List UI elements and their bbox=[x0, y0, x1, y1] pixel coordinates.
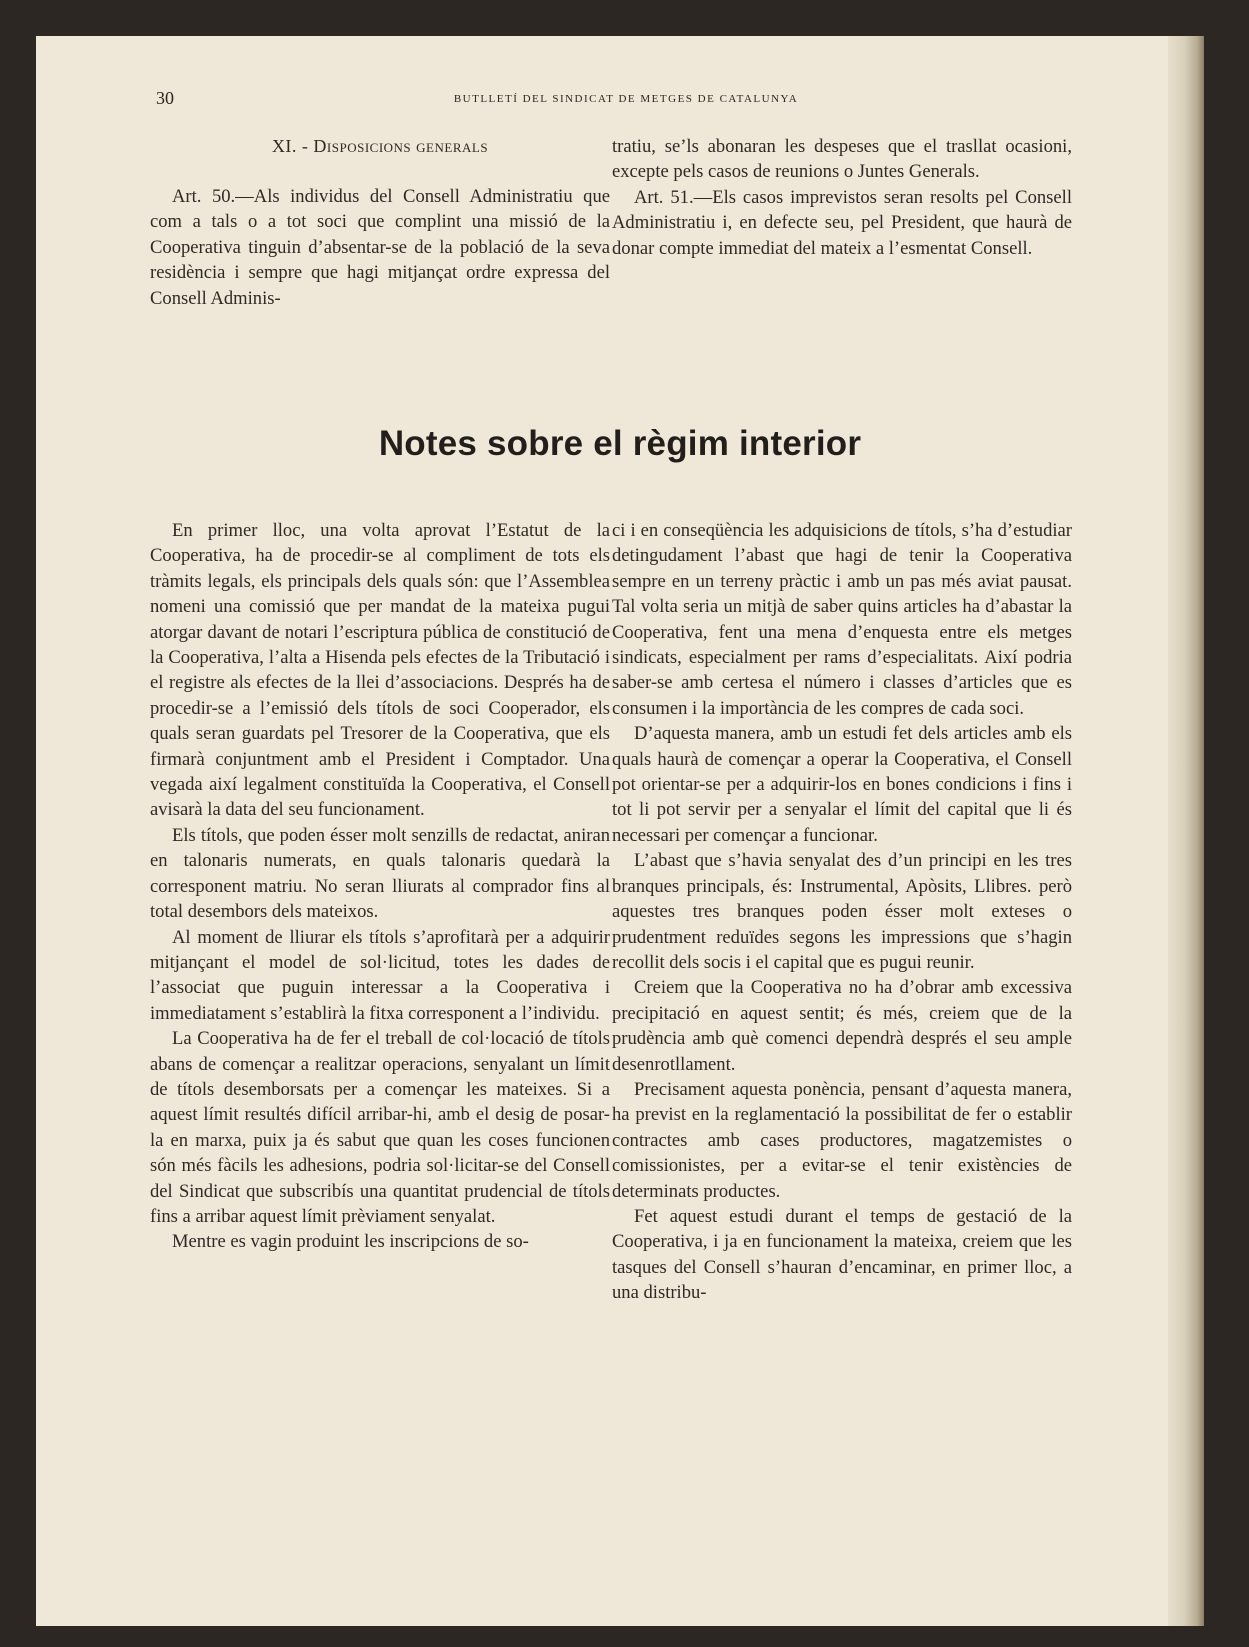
paragraph: D’aquesta manera, amb un estudi fet dels articles amb els quals haurà de començar a operar la Cooperativa, el Consell pot orientar-se per a adquirir-los en bones condicions i fins i tot li pot servir per a senyalar el límit del capital que li és necessari per començar a funcionar. bbox=[612, 723, 1072, 846]
paragraph: Els títols, que poden ésser molt senzills de redactat, aniran en talonaris numerats, en quals talonaris quedarà la corresponent matriu. No seran lliurats al comprador fins al total desembors dels mateixos. bbox=[150, 824, 610, 923]
journal-title: BUTLLETÍ DEL SINDICAT DE METGES DE CATALUNYA bbox=[453, 93, 799, 105]
page-gutter-shadow bbox=[1168, 36, 1204, 1626]
paragraph: tratiu, se’ls abonaran les despeses que el trasllat ocasioni, excepte pels casos de reunions o Juntes Generals. bbox=[612, 136, 1072, 183]
section-title: XI. - Disposicions generals bbox=[271, 136, 489, 156]
paragraph: Precisament aquesta ponència, pensant d’aquesta manera, ha previst en la reglamentació la possibilitat de fer o establir contractes amb cases productores, magatzemistes o comissionistes, per a evitar-se el tenir existències de determinats productes. bbox=[612, 1078, 1072, 1202]
running-head bbox=[156, 88, 1096, 110]
paragraph: Creiem que la Cooperativa no ha d’obrar amb excessiva precipitació en aquest sentit; és més, creiem que de la prudència amb què comenci dependrà després el seu ample desenrotllament. bbox=[612, 977, 1072, 1075]
section-column-right bbox=[612, 134, 1072, 261]
paragraph: Al moment de lliurar els títols s’aprofitarà per a adquirir mitjançant el model de sol·licitud, totes les dades de l’associat que puguin interessar a la Cooperativa i immediatament s’establirà la fitxa corresponent a l’individu. bbox=[150, 926, 610, 1024]
paragraph: Art. 51.—Els casos imprevistos seran resolts pel Consell Administratiu i, en defecte seu, pel President, que haurà de donar compte immediat del mateix a l’esmentat Consell. bbox=[612, 186, 1072, 259]
paragraph: La Cooperativa ha de fer el treball de col·locació de títols abans de començar a realitzar operacions, senyalant un límit de títols desemborsats per a començar les mateixes. Si a aquest límit resultés difícil arribar-hi, amb el desig de posar-la en marxa, puix ja és sabut que quan les coses funcionen són més fàcils les adhesions, podria sol·licitar-se del Consell del Sindicat que subscribís una quantitat prudencial de títols fins a arribar aquest límit prèviament senyalat. bbox=[150, 1028, 610, 1227]
paragraph: Mentre es vagin produint les inscripcions de so- bbox=[172, 1231, 529, 1253]
paragraph: Fet aquest estudi durant el temps de gestació de la Cooperativa, i ja en funcionament la mateixa, creiem que les tasques del Consell s’hauran d’encaminar, en primer lloc, a una distribu- bbox=[612, 1205, 1072, 1304]
paragraph: Art. 50.—Als individus del Consell Administratiu que com a tals o a tot soci que complint una missió de la Cooperativa tinguin d’absentar-se de la població de la seva residència i sempre que hagi mitjançat ordre expressa del Consell Adminis- bbox=[150, 186, 610, 309]
paragraph: ci i en conseqüència les adquisicions de títols, s’ha d’estudiar detingudament l’abast que hagi de tenir la Cooperativa sempre en un terreny pràctic i amb un pas més aviat pausat. Tal volta seria un mitjà de saber quins articles ha d’abastar la Cooperativa, fent una mena d’enquesta entre els metges sindicats, especialment per rams d’especialitats. Així podria saber-se amb certesa el número i classes d’articles que es consumen i la importància de les compres de cada soci. bbox=[612, 520, 1072, 719]
article-title: Notes sobre el règim interior bbox=[378, 424, 862, 463]
paragraph: L’abast que s’havia senyalat des d’un principi en les tres branques principals, és: Instrumental, Apòsits, Llibres. però aquestes tres branques poden ésser molt exteses o prudentment reduïdes segons les impressions que s’hagin recollit dels socis i el capital que es pugui reunir. bbox=[612, 850, 1072, 973]
page-number: 30 bbox=[156, 88, 174, 108]
article-column-left bbox=[150, 518, 610, 1255]
article-column-right bbox=[612, 518, 1072, 1306]
journal-page bbox=[36, 36, 1204, 1626]
paragraph: En primer lloc, una volta aprovat l’Estatut de la Cooperativa, ha de procedir-se al compliment de tots els tràmits legals, els principals dels quals són: que l’Assemblea nomeni una comissió que per mandat de la mateixa pugui atorgar davant de notari l’escriptura pública de constitució de la Cooperativa, l’alta a Hisenda pels efectes de la Tributació i el registre als efectes de la llei d’associacions. Després ha de procedir-se a l’emissió dels títols de soci Cooperador, els quals seran guardats pel Tresorer de la Cooperativa, que els firmarà conjuntment amb el President i Comptador. Una vegada així legalment constituïda la Cooperativa, el Consell avisarà la data del seu funcionament. bbox=[150, 520, 610, 821]
section-column-left bbox=[150, 134, 610, 311]
